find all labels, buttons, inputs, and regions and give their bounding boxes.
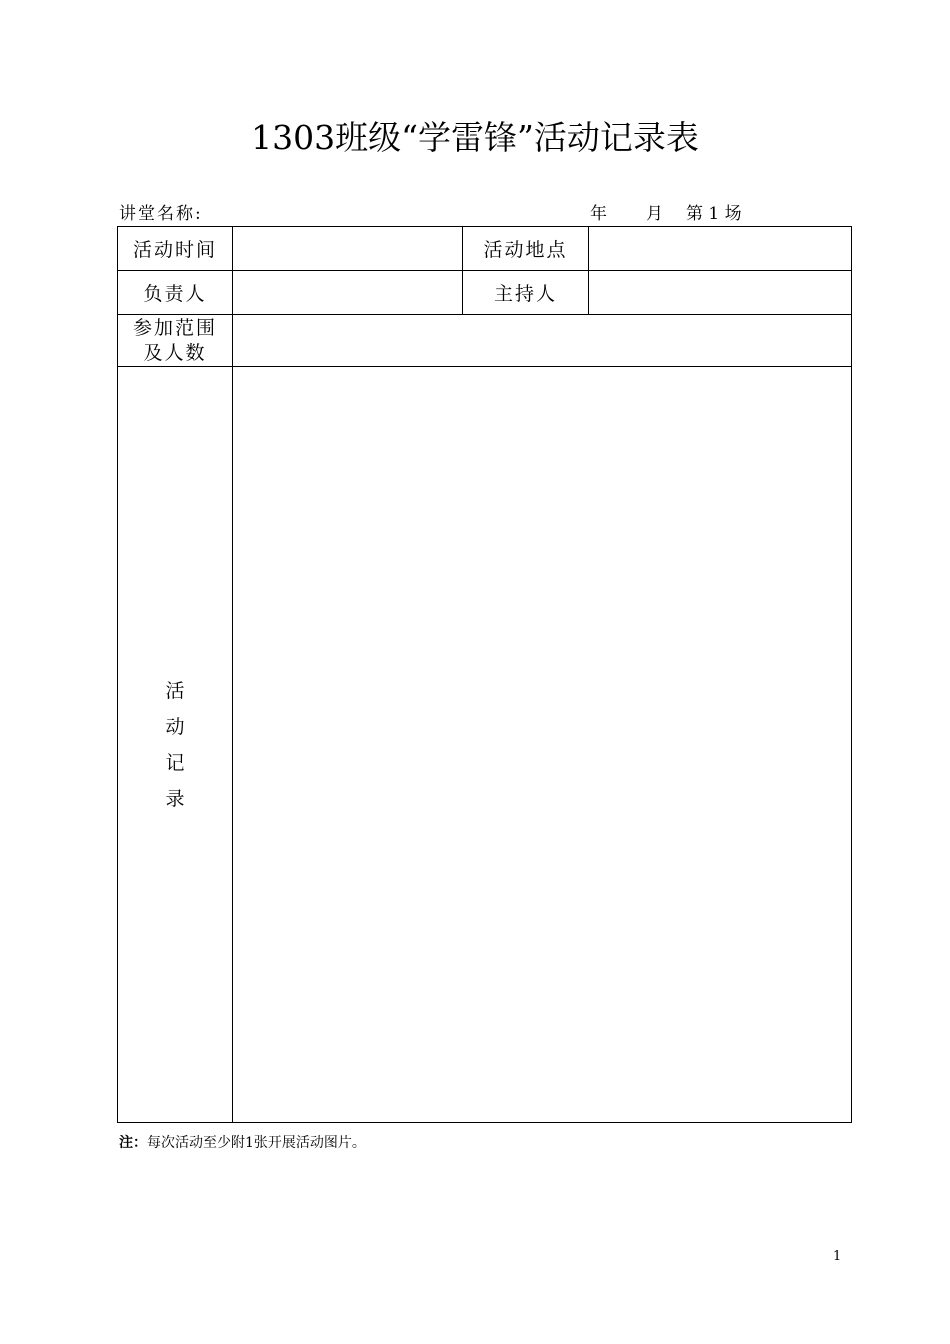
participants-field[interactable] bbox=[233, 315, 852, 367]
table-row bbox=[118, 315, 852, 367]
date-session-line bbox=[590, 199, 742, 224]
table-row bbox=[118, 227, 852, 271]
host-label: 主持人 bbox=[463, 271, 589, 315]
page-number: 1 bbox=[833, 1249, 842, 1264]
person-in-charge-field[interactable] bbox=[233, 271, 463, 315]
activity-time-field[interactable] bbox=[233, 227, 463, 271]
activity-location-field[interactable] bbox=[589, 227, 852, 271]
participants-label-line2: 及人数 bbox=[143, 341, 207, 364]
activity-record-table bbox=[117, 226, 852, 1123]
activity-record-label: 活动记录 bbox=[165, 679, 185, 810]
document-title: 1303班级“学雷锋”活动记录表 bbox=[251, 118, 699, 157]
activity-record-field[interactable] bbox=[233, 367, 852, 1123]
footnote-prefix: 注： bbox=[119, 1135, 147, 1151]
month-label: 月 bbox=[646, 204, 663, 224]
session-label: 第 1 场 bbox=[686, 204, 742, 224]
lecture-name-label: 讲堂名称: bbox=[119, 204, 203, 224]
table-row bbox=[118, 367, 852, 1123]
host-field[interactable] bbox=[589, 271, 852, 315]
participants-label-line1: 参加范围 bbox=[132, 316, 217, 339]
footnote bbox=[119, 1132, 366, 1152]
activity-record-label-cell bbox=[118, 367, 233, 1123]
footnote-text: 每次活动至少附1张开展活动图片。 bbox=[147, 1135, 366, 1151]
activity-location-label: 活动地点 bbox=[463, 227, 589, 271]
person-in-charge-label: 负责人 bbox=[118, 271, 233, 315]
activity-time-label: 活动时间 bbox=[118, 227, 233, 271]
participants-label bbox=[118, 315, 233, 367]
year-label: 年 bbox=[590, 204, 607, 224]
table-row bbox=[118, 271, 852, 315]
